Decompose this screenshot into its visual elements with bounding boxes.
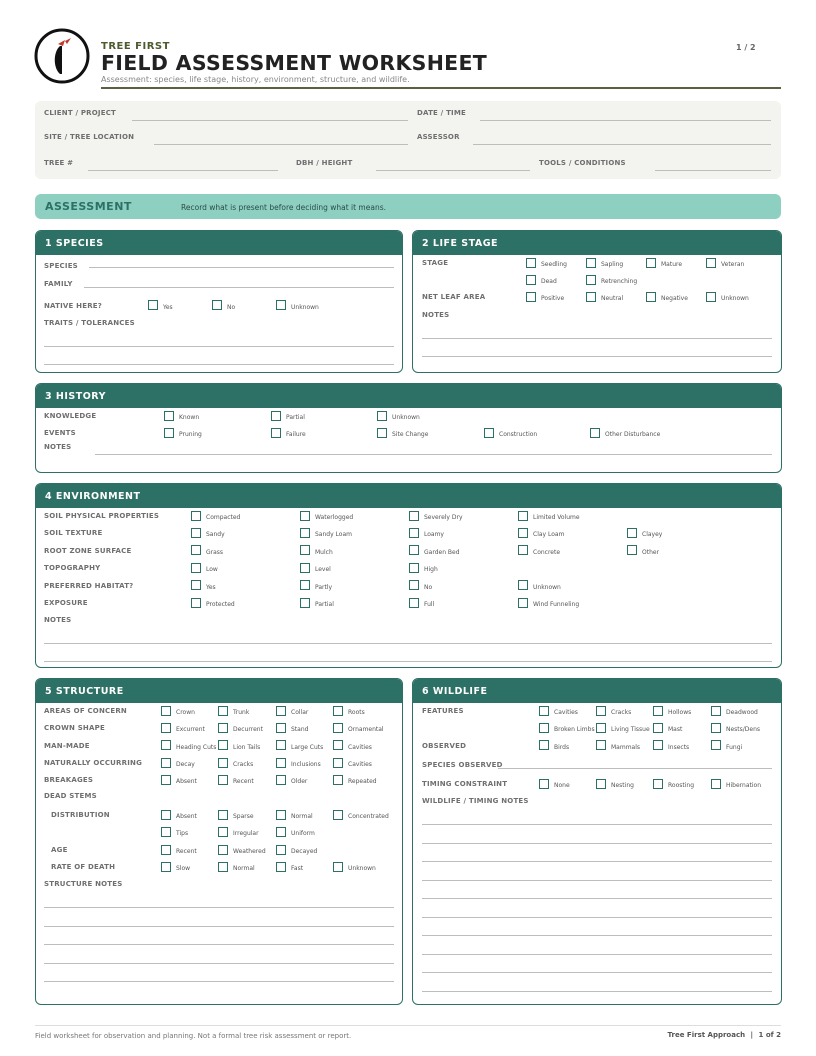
env-option-label: Level [315,566,331,573]
structure-notes-line[interactable] [44,963,394,964]
env-checkbox[interactable] [191,511,201,521]
env-row-label: SOIL PHYSICAL PROPERTIES [44,512,160,520]
structure-checkbox[interactable] [333,723,343,733]
structure-row-label: CROWN SHAPE [44,724,105,732]
species-observed-field[interactable] [498,768,772,769]
stage-sapling-checkbox[interactable] [586,258,596,268]
structure-notes-label: STRUCTURE NOTES [44,880,123,888]
rate-label: RATE OF DEATH [51,863,116,871]
structure-checkbox[interactable] [218,758,228,768]
knowledge-label: KNOWLEDGE [44,412,97,420]
leaf-label: NET LEAF AREA [422,293,486,301]
site-label: SITE / TREE LOCATION [44,133,135,141]
env-option-label: Mulch [315,549,333,556]
tree-label: TREE # [44,159,74,167]
env-checkbox[interactable] [300,598,310,608]
wildlife-notes-line[interactable] [422,917,772,918]
distribution-option-label: Absent [176,813,197,820]
life-notes-line[interactable] [422,356,772,357]
env-checkbox[interactable] [300,528,310,538]
rate-checkbox[interactable] [333,862,343,872]
structure-checkbox[interactable] [276,706,286,716]
knowledge-unknown-checkbox[interactable] [377,411,387,421]
observed-checkbox[interactable] [653,740,663,750]
site-field[interactable] [154,144,408,145]
env-option-label: Limited Volume [533,514,580,521]
native-no-checkbox[interactable] [212,300,222,310]
stage-label: STAGE [422,259,449,267]
env-checkbox[interactable] [300,563,310,573]
leaf-positive-checkbox[interactable] [526,292,536,302]
observed-option-label: Insects [668,744,690,751]
structure-option-label: Crown [176,709,195,716]
info-box [35,101,781,179]
footer-brand-block [640,1031,781,1039]
tools-label: TOOLS / CONDITIONS [539,159,626,167]
features-option-label: Cavities [554,709,578,716]
timing-checkbox[interactable] [711,779,721,789]
structure-option-label: Decay [176,761,195,768]
features-checkbox[interactable] [711,706,721,716]
structure-option-label: Cavities [348,744,372,751]
env-checkbox[interactable] [518,545,528,555]
stage-seedling-checkbox[interactable] [526,258,536,268]
rate-option-label: Normal [233,865,255,872]
events-failure-checkbox[interactable] [271,428,281,438]
stage-dead-label: Dead [541,278,557,285]
structure-checkbox[interactable] [276,758,286,768]
structure-option-label: Roots [348,709,365,716]
structure-option-label: Collar [291,709,309,716]
events-failure-label: Failure [286,431,306,438]
events-other-label: Other Disturbance [605,431,661,438]
env-checkbox[interactable] [300,545,310,555]
timing-checkbox[interactable] [653,779,663,789]
env-checkbox[interactable] [518,528,528,538]
env-checkbox[interactable] [518,511,528,521]
traits-label: TRAITS / TOLERANCES [44,319,135,327]
timing-option-label: None [554,782,570,789]
stage-veteran-label: Veteran [721,261,745,268]
life-stage-title: 2 LIFE STAGE [413,231,781,255]
structure-title: 5 STRUCTURE [36,679,402,703]
structure-checkbox[interactable] [161,723,171,733]
age-checkbox[interactable] [276,845,286,855]
leaf-positive-label: Positive [541,295,565,302]
events-construction-label: Construction [499,431,538,438]
timing-label: TIMING CONSTRAINT [422,780,508,788]
features-checkbox[interactable] [653,723,663,733]
env-checkbox[interactable] [409,511,419,521]
env-checkbox[interactable] [409,580,419,590]
env-option-label: No [424,584,433,591]
wildlife-notes-line[interactable] [422,824,772,825]
client-field[interactable] [132,120,408,121]
footer-separator: | [750,1031,754,1039]
events-site-change-checkbox[interactable] [377,428,387,438]
env-option-label: Sandy Loam [315,531,352,538]
structure-checkbox[interactable] [333,775,343,785]
structure-checkbox[interactable] [276,775,286,785]
tree-field[interactable] [88,170,278,171]
distribution-label: DISTRIBUTION [51,811,110,819]
distribution-checkbox[interactable] [276,827,286,837]
structure-checkbox[interactable] [161,740,171,750]
env-notes-line[interactable] [44,661,772,662]
dead-stems-label: DEAD STEMS [44,792,97,800]
wildlife-notes-label: WILDLIFE / TIMING NOTES [422,797,529,805]
timing-option-label: Roosting [668,782,694,789]
client-label: CLIENT / PROJECT [44,109,117,117]
observed-option-label: Mammals [611,744,641,751]
structure-checkbox[interactable] [276,723,286,733]
distribution-checkbox[interactable] [218,810,228,820]
page-indicator: 1 / 2 [736,43,756,52]
assessor-field[interactable] [473,144,771,145]
life-notes-line[interactable] [422,338,772,339]
distribution-option-label: Concentrated [348,813,389,820]
env-row-label: ROOT ZONE SURFACE [44,547,132,555]
env-checkbox[interactable] [191,580,201,590]
env-checkbox[interactable] [627,545,637,555]
env-checkbox[interactable] [191,563,201,573]
env-option-label: High [424,566,438,573]
wildlife-notes-line[interactable] [422,954,772,955]
structure-notes-line[interactable] [44,907,394,908]
page-title: FIELD ASSESSMENT WORKSHEET [101,51,488,75]
distribution-checkbox[interactable] [333,810,343,820]
env-option-label: Other [642,549,660,556]
age-checkbox[interactable] [161,845,171,855]
structure-option-label: Cavities [348,761,372,768]
tools-field[interactable] [655,170,771,171]
structure-option-label: Ornamental [348,726,384,733]
env-checkbox[interactable] [300,580,310,590]
env-option-label: Yes [206,584,216,591]
distribution-option-label: Sparse [233,813,254,820]
env-checkbox[interactable] [191,545,201,555]
native-label: NATIVE HERE? [44,302,103,310]
assessment-note: Record what is present before deciding what it means. [181,203,386,212]
structure-checkbox[interactable] [218,706,228,716]
structure-option-label: Large Cuts [291,744,324,751]
structure-option-label: Stand [291,726,309,733]
knowledge-partial-checkbox[interactable] [271,411,281,421]
leaf-neutral-label: Neutral [601,295,624,302]
distribution-checkbox[interactable] [161,827,171,837]
species-title: 1 SPECIES [36,231,402,255]
features-checkbox[interactable] [539,706,549,716]
footer-brand: Tree First Approach [667,1031,746,1039]
env-option-label: Wind Funneling [533,601,580,608]
env-notes-label: NOTES [44,616,72,624]
features-checkbox[interactable] [653,706,663,716]
footer-disclaimer: Field worksheet for observation and planning. Not a formal tree risk assessment or report. [35,1032,352,1040]
env-option-label: Sandy [206,531,225,538]
structure-notes-line[interactable] [44,944,394,945]
leaf-negative-label: Negative [661,295,688,302]
native-no-label: No [227,304,236,311]
family-field[interactable] [84,287,394,288]
env-row-label: EXPOSURE [44,599,88,607]
env-option-label: Garden Bed [424,549,460,556]
knowledge-known-checkbox[interactable] [164,411,174,421]
species-field[interactable] [89,267,394,268]
distribution-option-label: Irregular [233,830,259,837]
knowledge-known-label: Known [179,414,200,421]
traits-line[interactable] [44,346,394,347]
rate-option-label: Fast [291,865,304,872]
distribution-option-label: Normal [291,813,313,820]
life-notes-label: NOTES [422,311,450,319]
env-checkbox[interactable] [518,580,528,590]
env-option-label: Full [424,601,435,608]
stage-retrenching-checkbox[interactable] [586,275,596,285]
wildlife-notes-line[interactable] [422,880,772,881]
age-label: AGE [51,846,68,854]
rate-option-label: Slow [176,865,191,872]
features-option-label: Hollows [668,709,692,716]
structure-checkbox[interactable] [161,775,171,785]
age-option-label: Recent [176,848,197,855]
native-unknown-checkbox[interactable] [276,300,286,310]
structure-checkbox[interactable] [333,740,343,750]
structure-option-label: Older [291,778,308,785]
structure-option-label: Repeated [348,778,377,785]
structure-option-label: Lion Tails [233,744,261,751]
env-checkbox[interactable] [409,528,419,538]
features-option-label: Broken Limbs [554,726,595,733]
wildlife-notes-line[interactable] [422,972,772,973]
wildlife-notes-line[interactable] [422,861,772,862]
leaf-negative-checkbox[interactable] [646,292,656,302]
env-option-label: Severely Dry [424,514,463,521]
env-option-label: Compacted [206,514,241,521]
observed-label: OBSERVED [422,742,467,750]
structure-checkbox[interactable] [333,706,343,716]
history-notes-line[interactable] [95,454,772,455]
timing-option-label: Nesting [611,782,634,789]
features-checkbox[interactable] [539,723,549,733]
env-checkbox[interactable] [627,528,637,538]
observed-checkbox[interactable] [596,740,606,750]
events-construction-checkbox[interactable] [484,428,494,438]
observed-option-label: Birds [554,744,570,751]
structure-option-label: Excurrent [176,726,205,733]
timing-option-label: Hibernation [726,782,762,789]
observed-checkbox[interactable] [539,740,549,750]
assessment-banner [35,194,781,219]
features-checkbox[interactable] [596,706,606,716]
env-row-label: TOPOGRAPHY [44,564,101,572]
date-field[interactable] [480,120,771,121]
traits-line[interactable] [44,364,394,365]
footer-page: 1 of 2 [758,1031,781,1039]
env-checkbox[interactable] [409,545,419,555]
env-option-label: Unknown [533,584,561,591]
leaf-neutral-checkbox[interactable] [586,292,596,302]
age-option-label: Decayed [291,848,318,855]
structure-row-label: BREAKAGES [44,776,94,784]
structure-checkbox[interactable] [161,758,171,768]
timing-checkbox[interactable] [596,779,606,789]
timing-checkbox[interactable] [539,779,549,789]
features-checkbox[interactable] [711,723,721,733]
distribution-checkbox[interactable] [161,810,171,820]
stage-retrenching-label: Retrenching [601,278,638,285]
env-checkbox[interactable] [518,598,528,608]
distribution-checkbox[interactable] [218,827,228,837]
stage-veteran-checkbox[interactable] [706,258,716,268]
environment-title: 4 ENVIRONMENT [36,484,781,508]
env-checkbox[interactable] [191,528,201,538]
wildlife-notes-line[interactable] [422,935,772,936]
distribution-option-label: Tips [176,830,189,837]
age-checkbox[interactable] [218,845,228,855]
stage-seedling-label: Seedling [541,261,567,268]
dbh-label: DBH / HEIGHT [296,159,353,167]
events-other-checkbox[interactable] [590,428,600,438]
history-notes-label: NOTES [44,443,72,451]
assessment-title: ASSESSMENT [45,200,132,213]
env-row-label: SOIL TEXTURE [44,529,103,537]
dbh-field[interactable] [376,170,530,171]
stage-mature-checkbox[interactable] [646,258,656,268]
features-option-label: Mast [668,726,683,733]
structure-row-label: NATURALLY OCCURRING [44,759,143,767]
stage-mature-label: Mature [661,261,683,268]
features-option-label: Living Tissue [611,726,650,733]
structure-checkbox[interactable] [333,758,343,768]
structure-option-label: Recent [233,778,254,785]
env-option-label: Protected [206,601,235,608]
distribution-checkbox[interactable] [276,810,286,820]
distribution-option-label: Uniform [291,830,315,837]
wildlife-title: 6 WILDLIFE [413,679,781,703]
native-yes-label: Yes [163,304,173,311]
features-label: FEATURES [422,707,464,715]
features-option-label: Deadwood [726,709,758,716]
observed-option-label: Fungi [726,744,743,751]
env-option-label: Low [206,566,218,573]
stage-sapling-label: Sapling [601,261,624,268]
structure-checkbox[interactable] [161,706,171,716]
structure-notes-line[interactable] [44,926,394,927]
env-checkbox[interactable] [409,598,419,608]
structure-notes-line[interactable] [44,981,394,982]
leaf-unknown-checkbox[interactable] [706,292,716,302]
logo [34,28,90,84]
history-panel [35,383,782,473]
features-option-label: Nests/Dens [726,726,761,733]
env-option-label: Grass [206,549,224,556]
rate-checkbox[interactable] [161,862,171,872]
structure-option-label: Decurrent [233,726,263,733]
env-option-label: Clayey [642,531,663,538]
rate-option-label: Unknown [348,865,376,872]
structure-option-label: Heading Cuts [176,744,217,751]
rate-checkbox[interactable] [276,862,286,872]
structure-checkbox[interactable] [218,723,228,733]
env-checkbox[interactable] [191,598,201,608]
structure-checkbox[interactable] [218,740,228,750]
stage-dead-checkbox[interactable] [526,275,536,285]
structure-option-label: Absent [176,778,197,785]
wildlife-notes-line[interactable] [422,843,772,844]
events-site-change-label: Site Change [392,431,429,438]
env-checkbox[interactable] [409,563,419,573]
env-option-label: Partial [315,601,334,608]
assessor-label: ASSESSOR [417,133,460,141]
structure-row-label: MAN-MADE [44,742,90,750]
env-option-label: Loamy [424,531,444,538]
age-option-label: Weathered [233,848,266,855]
wildlife-notes-line[interactable] [422,898,772,899]
family-label: FAMILY [44,280,73,288]
env-option-label: Clay Loam [533,531,565,538]
date-label: DATE / TIME [417,109,466,117]
structure-row-label: AREAS OF CONCERN [44,707,127,715]
leaf-unknown-label: Unknown [721,295,749,302]
events-label: EVENTS [44,429,76,437]
species-label: SPECIES [44,262,78,270]
knowledge-partial-label: Partial [286,414,305,421]
features-checkbox[interactable] [596,723,606,733]
rate-checkbox[interactable] [218,862,228,872]
observed-checkbox[interactable] [711,740,721,750]
wildlife-notes-line[interactable] [422,991,772,992]
structure-option-label: Trunk [233,709,250,716]
events-pruning-label: Pruning [179,431,202,438]
events-pruning-checkbox[interactable] [164,428,174,438]
footer-rule [35,1025,781,1026]
header-rule [101,87,781,89]
structure-checkbox[interactable] [276,740,286,750]
env-option-label: Concrete [533,549,561,556]
knowledge-unknown-label: Unknown [392,414,420,421]
env-notes-line[interactable] [44,643,772,644]
features-option-label: Cracks [611,709,632,716]
native-unknown-label: Unknown [291,304,319,311]
env-row-label: PREFERRED HABITAT? [44,582,134,590]
history-title: 3 HISTORY [36,384,781,408]
env-option-label: Waterlogged [315,514,354,521]
structure-checkbox[interactable] [218,775,228,785]
structure-option-label: Cracks [233,761,254,768]
structure-option-label: Inclusions [291,761,321,768]
brand-name: TREE FIRST [101,41,170,52]
env-option-label: Partly [315,584,333,591]
species-observed-label: SPECIES OBSERVED [422,761,503,769]
native-yes-checkbox[interactable] [148,300,158,310]
page-subtitle: Assessment: species, life stage, history, environment, structure, and wildlife. [101,75,410,84]
env-checkbox[interactable] [300,511,310,521]
